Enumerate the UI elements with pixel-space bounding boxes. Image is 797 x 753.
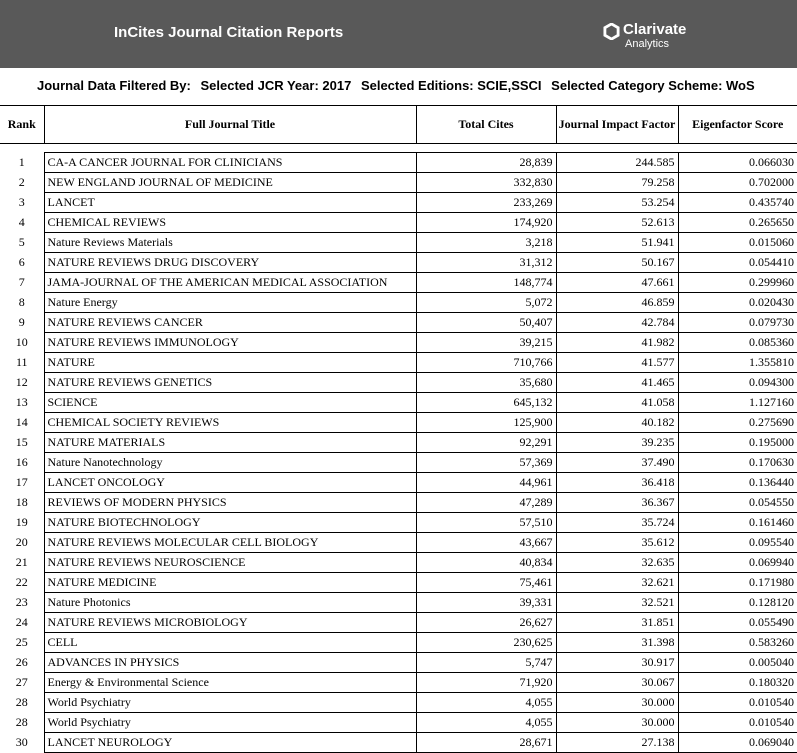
row-rank: 18 bbox=[15, 495, 28, 509]
row-rank: 19 bbox=[15, 515, 28, 529]
row-journal-title[interactable]: CA-A CANCER JOURNAL FOR CLINICIANS bbox=[44, 153, 416, 173]
row-total-cites: 28,671 bbox=[416, 733, 556, 753]
row-rank: 22 bbox=[15, 575, 28, 589]
row-eigenfactor: 0.085360 bbox=[678, 333, 797, 353]
row-journal-title[interactable]: NATURE bbox=[44, 353, 416, 373]
table-row bbox=[0, 173, 797, 193]
row-journal-title[interactable]: NATURE REVIEWS CANCER bbox=[44, 313, 416, 333]
row-total-cites: 50,407 bbox=[416, 313, 556, 333]
column-header-title[interactable]: Full Journal Title bbox=[44, 106, 416, 144]
row-rank: 9 bbox=[18, 315, 25, 329]
row-impact-factor: 46.859 bbox=[556, 293, 678, 313]
filter-summary bbox=[37, 78, 761, 93]
row-journal-title[interactable]: NATURE MATERIALS bbox=[44, 433, 416, 453]
row-total-cites: 57,510 bbox=[416, 513, 556, 533]
clarivate-logo-icon bbox=[603, 23, 620, 40]
row-total-cites: 47,289 bbox=[416, 493, 556, 513]
row-journal-title[interactable]: Nature Nanotechnology bbox=[44, 453, 416, 473]
row-total-cites: 645,132 bbox=[416, 393, 556, 413]
table-row bbox=[0, 153, 797, 173]
row-rank: 14 bbox=[15, 415, 28, 429]
row-eigenfactor: 0.054550 bbox=[678, 493, 797, 513]
row-eigenfactor: 0.094300 bbox=[678, 373, 797, 393]
table-row bbox=[0, 213, 797, 233]
row-journal-title[interactable]: World Psychiatry bbox=[44, 713, 416, 733]
row-eigenfactor: 0.180320 bbox=[678, 673, 797, 693]
table-header-row bbox=[0, 106, 797, 144]
row-total-cites: 26,627 bbox=[416, 613, 556, 633]
row-total-cites: 44,961 bbox=[416, 473, 556, 493]
row-impact-factor: 35.612 bbox=[556, 533, 678, 553]
row-eigenfactor: 0.170630 bbox=[678, 453, 797, 473]
row-impact-factor: 41.982 bbox=[556, 333, 678, 353]
row-eigenfactor: 0.702000 bbox=[678, 173, 797, 193]
journal-table bbox=[0, 105, 797, 753]
row-rank: 5 bbox=[18, 235, 25, 249]
table-row bbox=[0, 713, 797, 733]
row-total-cites: 148,774 bbox=[416, 273, 556, 293]
row-impact-factor: 244.585 bbox=[556, 153, 678, 173]
row-eigenfactor: 0.069940 bbox=[678, 553, 797, 573]
row-impact-factor: 31.398 bbox=[556, 633, 678, 653]
row-total-cites: 92,291 bbox=[416, 433, 556, 453]
row-impact-factor: 36.367 bbox=[556, 493, 678, 513]
row-total-cites: 4,055 bbox=[416, 713, 556, 733]
column-header-total-cites[interactable]: Total Cites bbox=[416, 106, 556, 144]
row-total-cites: 332,830 bbox=[416, 173, 556, 193]
row-rank: 4 bbox=[18, 215, 25, 229]
row-rank: 24 bbox=[15, 615, 28, 629]
row-rank: 23 bbox=[15, 595, 28, 609]
row-impact-factor: 53.254 bbox=[556, 193, 678, 213]
table-row bbox=[0, 293, 797, 313]
table-row bbox=[0, 413, 797, 433]
row-eigenfactor: 0.054410 bbox=[678, 253, 797, 273]
row-rank: 7 bbox=[18, 275, 25, 289]
row-journal-title[interactable]: ADVANCES IN PHYSICS bbox=[44, 653, 416, 673]
row-impact-factor: 52.613 bbox=[556, 213, 678, 233]
column-header-impact-factor[interactable]: Journal Impact Factor bbox=[556, 106, 678, 144]
row-rank: 21 bbox=[15, 555, 28, 569]
row-impact-factor: 41.465 bbox=[556, 373, 678, 393]
filter-scheme: Selected Category Scheme: WoS bbox=[551, 78, 755, 93]
row-journal-title[interactable]: NATURE MEDICINE bbox=[44, 573, 416, 593]
table-spacer bbox=[0, 144, 797, 153]
row-total-cites: 233,269 bbox=[416, 193, 556, 213]
row-eigenfactor: 0.055490 bbox=[678, 613, 797, 633]
row-impact-factor: 27.138 bbox=[556, 733, 678, 753]
table-row bbox=[0, 353, 797, 373]
table-row bbox=[0, 533, 797, 553]
row-journal-title[interactable]: NATURE REVIEWS NEUROSCIENCE bbox=[44, 553, 416, 573]
row-eigenfactor: 0.583260 bbox=[678, 633, 797, 653]
row-total-cites: 39,215 bbox=[416, 333, 556, 353]
row-eigenfactor: 1.355810 bbox=[678, 353, 797, 373]
row-eigenfactor: 0.265650 bbox=[678, 213, 797, 233]
row-total-cites: 31,312 bbox=[416, 253, 556, 273]
row-journal-title[interactable]: CELL bbox=[44, 633, 416, 653]
row-journal-title[interactable]: Energy & Environmental Science bbox=[44, 673, 416, 693]
row-rank: 1 bbox=[18, 155, 25, 169]
table-row bbox=[0, 193, 797, 213]
row-eigenfactor: 0.275690 bbox=[678, 413, 797, 433]
filter-editions: Selected Editions: SCIE,SSCI bbox=[360, 78, 542, 93]
row-rank: 8 bbox=[18, 295, 25, 309]
row-total-cites: 174,920 bbox=[416, 213, 556, 233]
row-impact-factor: 51.941 bbox=[556, 233, 678, 253]
row-impact-factor: 37.490 bbox=[556, 453, 678, 473]
table-row bbox=[0, 333, 797, 353]
table-row bbox=[0, 313, 797, 333]
row-journal-title[interactable]: NATURE REVIEWS IMMUNOLOGY bbox=[44, 333, 416, 353]
row-impact-factor: 40.182 bbox=[556, 413, 678, 433]
row-eigenfactor: 0.435740 bbox=[678, 193, 797, 213]
row-rank: 26 bbox=[15, 655, 28, 669]
row-eigenfactor: 0.299960 bbox=[678, 273, 797, 293]
table-row bbox=[0, 373, 797, 393]
row-journal-title[interactable]: Nature Photonics bbox=[44, 593, 416, 613]
table-row bbox=[0, 473, 797, 493]
row-impact-factor: 31.851 bbox=[556, 613, 678, 633]
table-row bbox=[0, 273, 797, 293]
row-total-cites: 3,218 bbox=[416, 233, 556, 253]
row-total-cites: 125,900 bbox=[416, 413, 556, 433]
brand-subtitle: Analytics bbox=[625, 38, 670, 50]
row-total-cites: 230,625 bbox=[416, 633, 556, 653]
row-rank: 28 bbox=[15, 695, 28, 709]
row-impact-factor: 47.661 bbox=[556, 273, 678, 293]
row-journal-title[interactable]: LANCET NEUROLOGY bbox=[44, 733, 416, 753]
row-impact-factor: 41.577 bbox=[556, 353, 678, 373]
row-eigenfactor: 0.010540 bbox=[678, 693, 797, 713]
row-rank: 6 bbox=[18, 255, 25, 269]
row-rank: 2 bbox=[18, 175, 25, 189]
row-impact-factor: 42.784 bbox=[556, 313, 678, 333]
row-journal-title[interactable]: NEW ENGLAND JOURNAL OF MEDICINE bbox=[44, 173, 416, 193]
row-impact-factor: 39.235 bbox=[556, 433, 678, 453]
row-impact-factor: 32.635 bbox=[556, 553, 678, 573]
row-total-cites: 5,747 bbox=[416, 653, 556, 673]
row-journal-title[interactable]: World Psychiatry bbox=[44, 693, 416, 713]
row-eigenfactor: 0.161460 bbox=[678, 513, 797, 533]
row-impact-factor: 30.000 bbox=[556, 693, 678, 713]
row-rank: 17 bbox=[15, 475, 28, 489]
row-journal-title[interactable]: JAMA-JOURNAL OF THE AMERICAN MEDICAL ASSOCIATION bbox=[44, 273, 416, 293]
row-total-cites: 4,055 bbox=[416, 693, 556, 713]
table-row bbox=[0, 693, 797, 713]
row-eigenfactor: 0.195000 bbox=[678, 433, 797, 453]
row-total-cites: 71,920 bbox=[416, 673, 556, 693]
row-journal-title[interactable]: NATURE REVIEWS DRUG DISCOVERY bbox=[44, 253, 416, 273]
row-total-cites: 40,834 bbox=[416, 553, 556, 573]
row-rank: 3 bbox=[18, 195, 25, 209]
row-total-cites: 43,667 bbox=[416, 533, 556, 553]
brand-name: Clarivate bbox=[623, 21, 687, 38]
row-impact-factor: 50.167 bbox=[556, 253, 678, 273]
row-journal-title[interactable]: NATURE REVIEWS MOLECULAR CELL BIOLOGY bbox=[44, 533, 416, 553]
row-journal-title[interactable]: NATURE REVIEWS MICROBIOLOGY bbox=[44, 613, 416, 633]
table-row bbox=[0, 553, 797, 573]
row-total-cites: 35,680 bbox=[416, 373, 556, 393]
row-rank: 12 bbox=[15, 375, 28, 389]
table-row bbox=[0, 613, 797, 633]
row-eigenfactor: 0.079730 bbox=[678, 313, 797, 333]
row-rank: 28 bbox=[15, 715, 28, 729]
row-impact-factor: 41.058 bbox=[556, 393, 678, 413]
table-row bbox=[0, 493, 797, 513]
row-total-cites: 710,766 bbox=[416, 353, 556, 373]
row-rank: 15 bbox=[15, 435, 28, 449]
row-journal-title[interactable]: CHEMICAL SOCIETY REVIEWS bbox=[44, 413, 416, 433]
row-impact-factor: 32.521 bbox=[556, 593, 678, 613]
table-row bbox=[0, 653, 797, 673]
table-row bbox=[0, 733, 797, 753]
row-eigenfactor: 0.066030 bbox=[678, 153, 797, 173]
row-journal-title[interactable]: Nature Reviews Materials bbox=[44, 233, 416, 253]
row-total-cites: 75,461 bbox=[416, 573, 556, 593]
row-rank: 25 bbox=[15, 635, 28, 649]
row-journal-title[interactable]: Nature Energy bbox=[44, 293, 416, 313]
row-impact-factor: 79.258 bbox=[556, 173, 678, 193]
row-eigenfactor: 0.128120 bbox=[678, 593, 797, 613]
table-row bbox=[0, 573, 797, 593]
app-title: InCites Journal Citation Reports bbox=[114, 24, 344, 41]
row-eigenfactor: 0.171980 bbox=[678, 573, 797, 593]
row-rank: 13 bbox=[15, 395, 28, 409]
row-eigenfactor: 0.069040 bbox=[678, 733, 797, 753]
filter-jcr-year: Selected JCR Year: 2017 bbox=[200, 78, 352, 93]
table-row bbox=[0, 633, 797, 653]
row-eigenfactor: 0.095540 bbox=[678, 533, 797, 553]
row-rank: 16 bbox=[15, 455, 28, 469]
row-impact-factor: 35.724 bbox=[556, 513, 678, 533]
row-eigenfactor: 1.127160 bbox=[678, 393, 797, 413]
table-row bbox=[0, 393, 797, 413]
row-impact-factor: 30.917 bbox=[556, 653, 678, 673]
app-header bbox=[0, 0, 797, 68]
row-journal-title[interactable]: NATURE REVIEWS GENETICS bbox=[44, 373, 416, 393]
row-rank: 30 bbox=[15, 735, 28, 749]
row-journal-title[interactable]: SCIENCE bbox=[44, 393, 416, 413]
row-total-cites: 57,369 bbox=[416, 453, 556, 473]
row-rank: 10 bbox=[15, 335, 28, 349]
row-total-cites: 28,839 bbox=[416, 153, 556, 173]
table-row bbox=[0, 233, 797, 253]
row-total-cites: 5,072 bbox=[416, 293, 556, 313]
row-impact-factor: 30.067 bbox=[556, 673, 678, 693]
row-eigenfactor: 0.010540 bbox=[678, 713, 797, 733]
row-impact-factor: 36.418 bbox=[556, 473, 678, 493]
row-rank: 11 bbox=[15, 355, 28, 369]
row-total-cites: 39,331 bbox=[416, 593, 556, 613]
row-eigenfactor: 0.015060 bbox=[678, 233, 797, 253]
row-rank: 20 bbox=[15, 535, 28, 549]
row-journal-title[interactable]: LANCET bbox=[44, 193, 416, 213]
table-row bbox=[0, 433, 797, 453]
table-row bbox=[0, 593, 797, 613]
row-impact-factor: 30.000 bbox=[556, 713, 678, 733]
row-rank: 27 bbox=[15, 675, 28, 689]
row-eigenfactor: 0.136440 bbox=[678, 473, 797, 493]
row-eigenfactor: 0.020430 bbox=[678, 293, 797, 313]
table-row bbox=[0, 253, 797, 273]
row-journal-title[interactable]: NATURE BIOTECHNOLOGY bbox=[44, 513, 416, 533]
column-header-eigenfactor[interactable]: Eigenfactor Score bbox=[678, 106, 797, 144]
table-row bbox=[0, 513, 797, 533]
row-journal-title[interactable]: CHEMICAL REVIEWS bbox=[44, 213, 416, 233]
table-row bbox=[0, 453, 797, 473]
row-impact-factor: 32.621 bbox=[556, 573, 678, 593]
column-header-rank[interactable]: Rank bbox=[0, 106, 44, 144]
row-journal-title[interactable]: REVIEWS OF MODERN PHYSICS bbox=[44, 493, 416, 513]
filter-label: Journal Data Filtered By: bbox=[37, 78, 191, 93]
row-eigenfactor: 0.005040 bbox=[678, 653, 797, 673]
row-journal-title[interactable]: LANCET ONCOLOGY bbox=[44, 473, 416, 493]
table-row bbox=[0, 673, 797, 693]
